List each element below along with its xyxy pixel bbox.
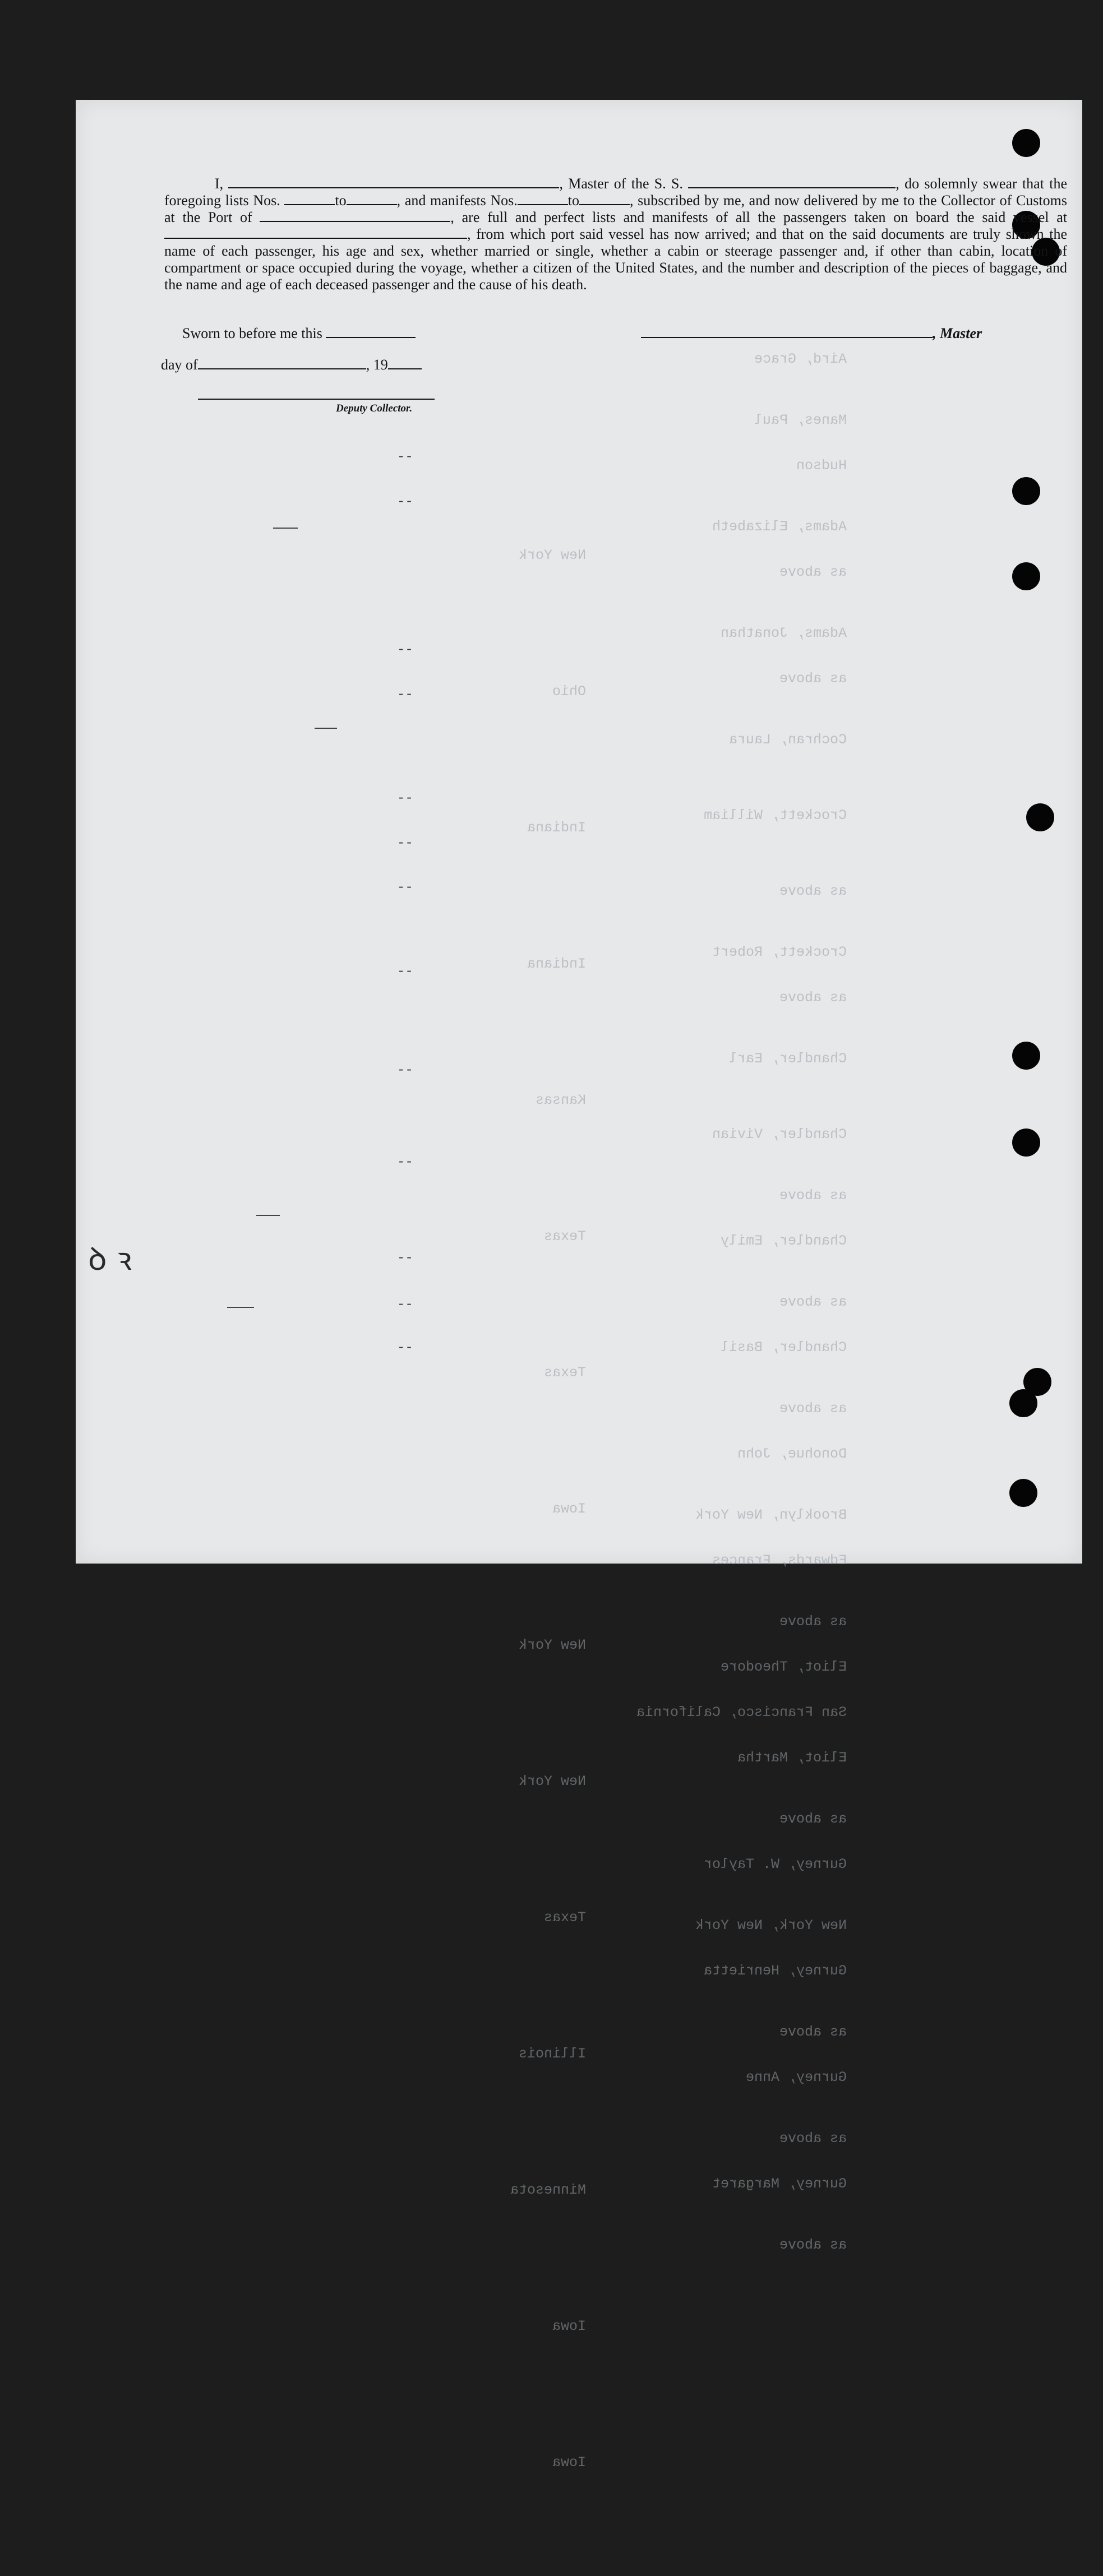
bleed-state: New York	[519, 1637, 587, 1653]
punch-hole	[1012, 129, 1040, 157]
bleed-state: Ohio	[552, 683, 587, 700]
bleed-state: Texas	[544, 1909, 587, 1926]
dash-mark: --	[397, 642, 413, 658]
bleed-line: Aird, Grace	[754, 351, 847, 367]
dash-mark: --	[397, 964, 413, 979]
bleed-line: Gurney, Anne	[746, 2069, 847, 2085]
bleed-line: Gurney, Margaret	[712, 2176, 847, 2192]
bleed-line: Eliot, Theodore	[721, 1659, 847, 1675]
oath-text-2: , Master of the S. S.	[559, 175, 683, 192]
punch-hole	[1012, 1129, 1040, 1157]
master-label: , Master	[933, 325, 982, 341]
bleed-state: Indiana	[527, 956, 587, 972]
bleed-state: Iowa	[552, 1501, 587, 1517]
oath-to-1: to	[335, 192, 347, 209]
bleed-line: Hudson	[796, 457, 847, 474]
bleed-line: Donohue, John	[737, 1446, 847, 1462]
bleed-line: as above	[779, 2024, 847, 2040]
bleed-through-states	[510, 442, 586, 2576]
bleed-line: as above	[779, 1187, 847, 1204]
tick-mark	[227, 1307, 254, 1308]
punch-hole	[1026, 803, 1054, 831]
bleed-line: as above	[779, 989, 847, 1006]
oath-text-1: I,	[215, 175, 224, 192]
bleed-line: as above	[779, 1811, 847, 1827]
bleed-line: Manes, Paul	[754, 412, 847, 428]
bleed-line: Gurney, W. Taylor	[704, 1856, 847, 1872]
tick-mark	[273, 528, 298, 529]
punch-hole	[1009, 1479, 1037, 1507]
dash-mark: --	[397, 1251, 413, 1266]
month-field[interactable]	[198, 358, 366, 369]
bleed-line: as above	[779, 564, 847, 580]
oath-paragraph	[164, 175, 1067, 293]
oath-text-7: , from which port said vessel has now arrived; and that on the said documents are truly shown the name of each passenger, his age and sex, whether married or single, whether a cabin or steerage passenger and, if other than cabin, location of compartment or space occupied during the voyage, whether a citizen of the United States, and the number and description of the pieces of baggage, and the name and age of each deceased passenger and the cause of his death.	[164, 226, 1067, 293]
bleed-state: Texas	[544, 1228, 587, 1245]
dash-mark: --	[397, 836, 413, 851]
bleed-line: San Francisco, California	[636, 1704, 847, 1721]
dash-mark: --	[397, 687, 413, 702]
punch-hole	[1009, 1389, 1037, 1417]
bleed-line: Cochran, Laura	[729, 732, 847, 748]
departure-port-field[interactable]	[164, 226, 467, 239]
bleed-line: Brooklyn, New York	[695, 1507, 847, 1523]
ship-name-field[interactable]	[688, 176, 896, 188]
bleed-line: as above	[779, 1400, 847, 1417]
dash-mark: --	[397, 791, 413, 806]
bleed-state: Kansas	[536, 1092, 587, 1108]
dash-mark: --	[397, 450, 413, 465]
oath-text-4: , and manifests Nos.	[396, 192, 518, 209]
punch-hole	[1012, 477, 1040, 505]
manifest-from-field[interactable]	[518, 193, 568, 205]
document-sheet	[76, 100, 1082, 2471]
port-field[interactable]	[260, 210, 450, 222]
bleed-line: New York, New York	[695, 1917, 847, 1934]
date-line	[161, 357, 422, 373]
bleed-line: Chandler, Vivian	[712, 1126, 847, 1143]
sworn-line	[182, 325, 416, 342]
oath-text-6: , are full and perfect lists and manifests of all the passengers taken on board the said vessel at	[450, 209, 1068, 225]
deputy-collector-label: Deputy Collector.	[336, 403, 413, 414]
bleed-line: Edwards, Frances	[712, 1552, 847, 1569]
bleed-line: Chandler, Emily	[721, 1233, 847, 1249]
year-label: , 19	[366, 357, 388, 373]
list-to-field[interactable]	[347, 193, 397, 205]
tick-mark	[256, 1215, 280, 1216]
bleed-line: as above	[779, 2237, 847, 2253]
dash-mark: --	[397, 1340, 413, 1356]
bleed-state: Texas	[544, 1365, 587, 1381]
master-name-field[interactable]	[228, 176, 559, 188]
bleed-line: as above	[779, 883, 847, 899]
bleed-through-names	[636, 321, 847, 2283]
bleed-state: Minnesota	[510, 2182, 587, 2198]
punch-hole	[1012, 1042, 1040, 1070]
bleed-line: Crockett, Robert	[712, 944, 847, 960]
bleed-line: Gurney, Henrietta	[704, 1963, 847, 1979]
bleed-line: as above	[779, 670, 847, 687]
bleed-state: Illinois	[519, 2046, 587, 2062]
bleed-line: Adams, Elizabeth	[712, 519, 847, 535]
bleed-line: Chandler, Basil	[721, 1339, 847, 1356]
dash-mark: --	[397, 1155, 413, 1170]
bleed-state: New York	[519, 547, 587, 563]
bleed-line: Adams, Jonathan	[721, 625, 847, 641]
bleed-line: Eliot, Martha	[737, 1750, 847, 1766]
punch-hole	[1012, 562, 1040, 590]
bleed-state: New York	[519, 1773, 587, 1789]
year-field[interactable]	[388, 358, 422, 369]
bleed-state: Iowa	[552, 2318, 587, 2334]
tick-mark	[315, 728, 337, 729]
bleed-state: Iowa	[552, 2454, 587, 2471]
bleed-line: as above	[779, 1613, 847, 1630]
sworn-label: Sworn to before me this	[182, 325, 322, 341]
day-of-label: day of	[161, 357, 198, 373]
bleed-line: Crockett, William	[704, 807, 847, 824]
dash-mark: --	[397, 880, 413, 895]
bleed-line: as above	[779, 2130, 847, 2147]
list-from-field[interactable]	[284, 193, 335, 205]
dash-mark: --	[397, 1063, 413, 1078]
oath-text-5: , subscribed by me, and now delivered by me to the Collector of Customs at the Port of	[164, 192, 1067, 225]
deputy-signature-field[interactable]	[198, 399, 435, 400]
oath-text-3: , do solemnly swear that the foregoing lists Nos.	[164, 175, 1067, 209]
bleed-state: Indiana	[527, 820, 587, 836]
dash-mark: --	[397, 1297, 413, 1312]
dash-mark: --	[397, 494, 413, 510]
manifest-to-field[interactable]	[579, 193, 630, 205]
bleed-line: Chandler, Earl	[729, 1051, 847, 1067]
sworn-day-field[interactable]	[326, 327, 416, 338]
bleed-line: as above	[779, 1294, 847, 1310]
handwritten-mark: ꝺ ꝛ	[88, 1241, 132, 1278]
oath-to-2: to	[567, 192, 579, 209]
